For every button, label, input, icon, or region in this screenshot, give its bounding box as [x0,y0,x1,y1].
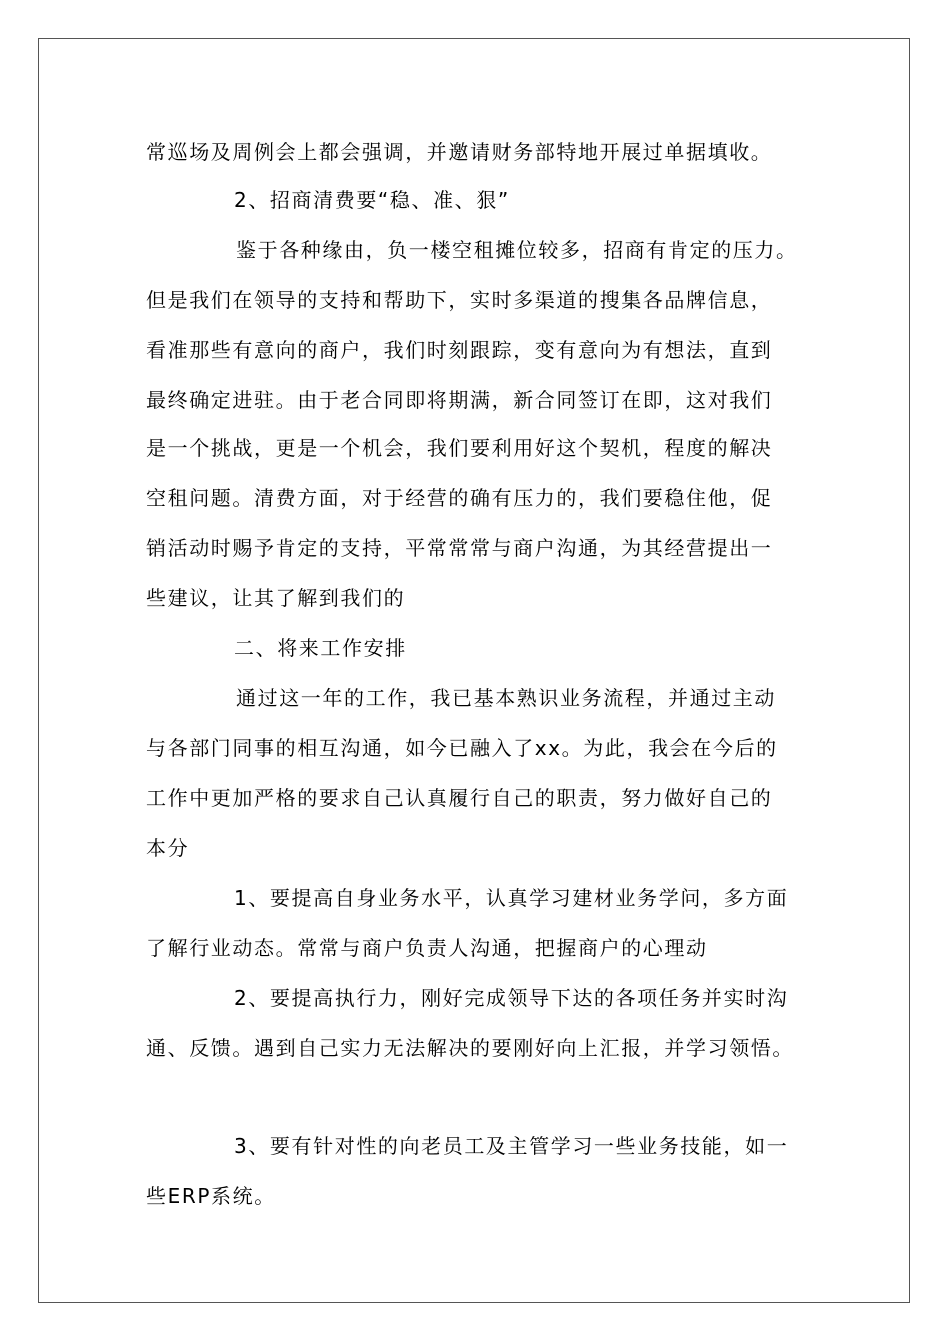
paragraph-line: 些建议，让其了解到我们的 [146,586,406,610]
paragraph-line: 通、反馈。遇到自己实力无法解决的要刚好向上汇报，并学习领悟。 [146,1036,794,1060]
paragraph-line: 1、要提高自身业务水平，认真学习建材业务学问，多方面 [234,886,789,910]
paragraph-line: 2、要提高执行力，刚好完成领导下达的各项任务并实时沟 [234,986,789,1010]
paragraph-line: 3、要有针对性的向老员工及主管学习一些业务技能，如一 [234,1134,789,1158]
paragraph-line: 但是我们在领导的支持和帮助下，实时多渠道的搜集各品牌信息， [146,288,773,312]
paragraph-line: 鉴于各种缘由，负一楼空租摊位较多，招商有肯定的压力。 [236,238,798,262]
paragraph-line: 看准那些有意向的商户，我们时刻跟踪，变有意向为有想法，直到 [146,338,773,362]
paragraph-line: 通过这一年的工作，我已基本熟识业务流程，并通过主动 [236,686,776,710]
page-frame [38,38,910,1303]
paragraph-line: 与各部门同事的相互沟通，如今已融入了xx。为此，我会在今后的 [146,736,778,760]
paragraph-line: 常巡场及周例会上都会强调，并邀请财务部特地开展过单据填收。 [146,140,773,164]
paragraph-line: 了解行业动态。常常与商户负责人沟通，把握商户的心理动 [146,936,708,960]
paragraph-line: 销活动时赐予肯定的支持，平常常常与商户沟通，为其经营提出一 [146,536,773,560]
section-heading: 二、将来工作安排 [234,636,407,660]
paragraph-line: 本分 [146,836,190,860]
paragraph-line: 空租问题。清费方面，对于经营的确有压力的，我们要稳住他，促 [146,486,773,510]
paragraph-line: 工作中更加严格的要求自己认真履行自己的职责，努力做好自己的 [146,786,773,810]
paragraph-line: 最终确定进驻。由于老合同即将期满，新合同签订在即，这对我们 [146,388,773,412]
section-heading: 2、招商清费要“稳、准、狠” [234,188,510,212]
paragraph-line: 是一个挑战，更是一个机会，我们要利用好这个契机，程度的解决 [146,436,773,460]
paragraph-line: 些ERP系统。 [146,1184,276,1208]
